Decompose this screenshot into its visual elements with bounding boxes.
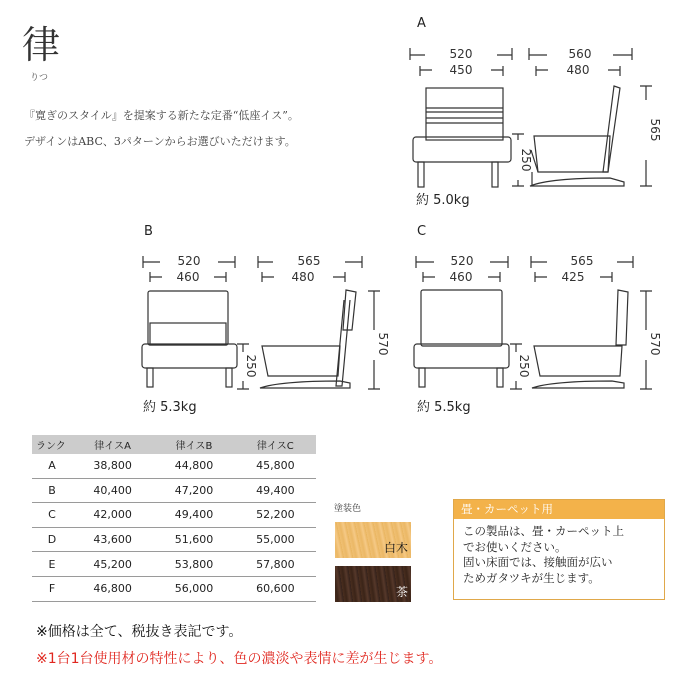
- header-rank: ランク: [32, 435, 72, 454]
- table-row: [32, 527, 316, 552]
- header-type-b: 律イスB: [153, 435, 234, 454]
- price-cell: 44,800: [153, 454, 234, 478]
- price-cell: 57,800: [235, 552, 316, 577]
- table-row: [32, 552, 316, 577]
- type-a-side-inner: 480: [566, 63, 590, 77]
- table-row: [32, 454, 316, 478]
- type-c-height: 570: [648, 332, 662, 356]
- table-row: [32, 503, 316, 528]
- paint-name-brown: 茶: [395, 585, 408, 599]
- type-b-height: 570: [376, 332, 390, 356]
- price-cell: 49,400: [153, 503, 234, 528]
- paint-name-white-wood: 白木: [383, 541, 408, 555]
- tax-note: ※価格は全て、税抜き表記です。: [36, 624, 243, 640]
- type-b-front-outer: 520: [177, 254, 201, 268]
- price-cell: 45,200: [72, 552, 153, 577]
- type-c-front-outer: 520: [450, 254, 474, 268]
- header-type-c: 律イスC: [235, 435, 316, 454]
- type-a-front-inner: 450: [449, 63, 473, 77]
- price-cell: 47,200: [153, 478, 234, 503]
- type-b-weight: 約 5.3kg: [143, 400, 197, 415]
- intro-line-2: デザインはABC、3パターンからお選びいただけます。: [24, 135, 296, 148]
- price-cell: 53,800: [153, 552, 234, 577]
- row-rank: D: [32, 527, 72, 552]
- type-c-seat: 250: [517, 354, 531, 378]
- type-b-seat: 250: [244, 354, 258, 378]
- type-b-side-outer: 565: [297, 254, 321, 268]
- notice-line: 固い床面では、接触面が広い: [463, 555, 613, 569]
- type-c-side-outer: 565: [570, 254, 594, 268]
- notice-title: 畳・カーペット用: [454, 500, 664, 519]
- paint-swatch-brown: [335, 566, 411, 602]
- product-reading: りつ: [30, 73, 49, 83]
- type-c-front-inner: 460: [449, 270, 473, 284]
- type-a-weight: 約 5.0kg: [416, 193, 470, 208]
- notice-line: ためガタツキが生じます。: [463, 570, 600, 585]
- price-cell: 43,600: [72, 527, 153, 552]
- row-rank: F: [32, 576, 72, 601]
- price-cell: 38,800: [72, 454, 153, 478]
- type-a-seat: 250: [519, 148, 533, 172]
- row-rank: B: [32, 478, 72, 503]
- price-cell: 46,800: [72, 576, 153, 601]
- price-table: [32, 435, 316, 602]
- price-cell: 45,800: [235, 454, 316, 478]
- price-cell: 49,400: [235, 478, 316, 503]
- type-b-label: B: [144, 224, 153, 239]
- row-rank: A: [32, 454, 72, 478]
- price-cell: 55,000: [235, 527, 316, 552]
- intro-line-1: 『寛ぎのスタイル』を提案する新たな定番“低座イス”。: [24, 109, 299, 122]
- paint-swatch-white-wood: [335, 522, 411, 558]
- price-table-header: [32, 435, 316, 454]
- price-cell: 42,000: [72, 503, 153, 528]
- type-a-height: 565: [648, 118, 662, 142]
- notice-body: [454, 519, 664, 586]
- type-c-label: C: [417, 224, 427, 239]
- material-note: ※1台1台使用材の特性により、色の濃淡や表情に差が生じます。: [36, 651, 443, 667]
- type-c-side-inner: 425: [561, 270, 585, 284]
- type-a-front-outer: 520: [449, 47, 473, 61]
- type-c-weight: 約 5.5kg: [417, 400, 471, 415]
- type-a-label: A: [417, 16, 426, 31]
- header-type-a: 律イスA: [72, 435, 153, 454]
- type-b-front-inner: 460: [176, 270, 200, 284]
- row-rank: C: [32, 503, 72, 528]
- price-cell: 52,200: [235, 503, 316, 528]
- product-name: 律: [22, 23, 61, 67]
- price-cell: 56,000: [153, 576, 234, 601]
- price-cell: 51,600: [153, 527, 234, 552]
- price-cell: 40,400: [72, 478, 153, 503]
- notice-line: でお使いください。: [463, 539, 567, 554]
- tatami-notice: [453, 499, 665, 600]
- type-a-side-outer: 560: [568, 47, 592, 61]
- table-row: [32, 576, 316, 601]
- table-row: [32, 478, 316, 503]
- row-rank: E: [32, 552, 72, 577]
- type-b-side-inner: 480: [291, 270, 315, 284]
- paint-label: 塗装色: [334, 504, 362, 514]
- notice-line: この製品は、畳・カーペット上: [463, 524, 624, 538]
- price-cell: 60,600: [235, 576, 316, 601]
